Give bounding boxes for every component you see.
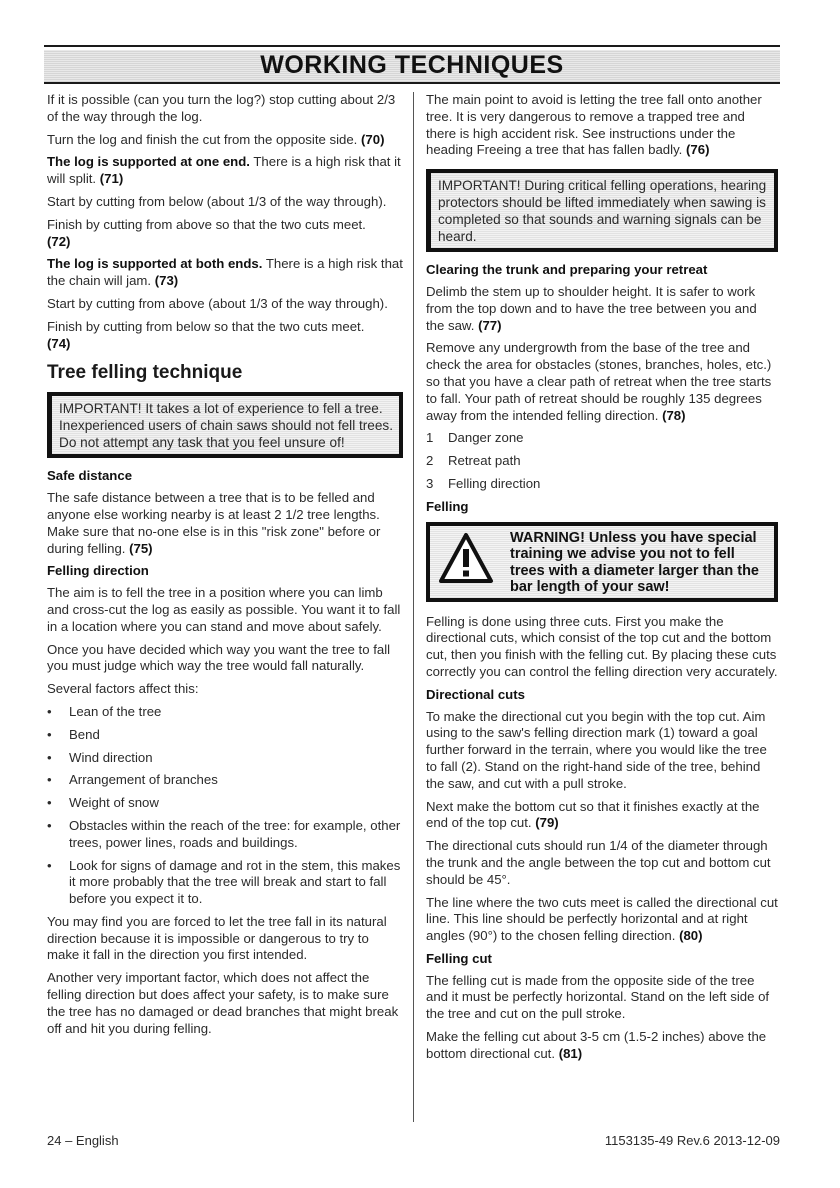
warning-box [426,522,778,602]
paragraph: Several factors affect this: [47,681,199,697]
inline-heading: The log is supported at both ends. [47,256,263,272]
figure-ref: (70) [361,131,385,147]
paragraph: The log is supported at one end. There is a high risk that it will split. (71) [47,154,401,187]
paragraph: Delimb the stem up to shoulder height. It is safer to work from the top down and to have the tree between you and the saw. (77) [426,283,757,333]
page-title: WORKING TECHNIQUES [260,51,564,79]
list-item: • Lean of the tree [47,703,162,719]
subheading-safe-distance: Safe distance [47,468,133,484]
left-column [47,92,403,1043]
list-item: 2 Retreat path [426,453,521,469]
warning-triangle-icon [438,532,494,584]
paragraph: The main point to avoid is letting the tree fall onto another tree. It is very dangerous to remove a trapped tree and there is high accident risk. See instructions under the heading Freeing a tree that has fallen badly. (76) [426,92,762,158]
paragraph: Another very important factor, which does not affect the felling direction but does affect your safety, is to make sure the tree has no damaged or dead branches that might break off and hit you during felling. [47,970,399,1036]
subheading-felling-cut: Felling cut [426,950,492,966]
figure-ref: (79) [535,815,559,831]
subheading-directional-cuts: Directional cuts [426,686,525,702]
figure-ref: (80) [679,928,703,944]
figure-ref: (75) [129,540,153,556]
figure-ref: (71) [99,171,124,187]
paragraph: If it is possible (can you turn the log?) stop cutting about 2/3 of the way through the log. [47,92,396,124]
page-number: 24 – English [47,1133,119,1148]
document-id: 1153135-49 Rev.6 2013-12-09 [604,1133,780,1148]
important-notice-text: IMPORTANT! It takes a lot of experience to fell a tree. Inexperienced users of chain saws should not fell trees. Do not attempt any task that you feel unsure of! [59,401,393,451]
paragraph: To make the directional cut you begin with the top cut. Aim using to the saw's felling direction mark (1) toward a goal further forward in the terrain, where you would like the tree to fall (2). Stand on the right-hand side of the tree, behind the saw, and cut with a pull stroke. [426,708,767,791]
zones-list [426,430,778,492]
figure-ref: (77) [478,317,502,333]
paragraph: Finish by cutting from below so that the two cuts meet. (74) [47,318,365,351]
list-item: 1 Danger zone [426,430,524,446]
header-bar [44,50,780,84]
paragraph: The safe distance between a tree that is to be felled and anyone else working nearby is at least 2 1/2 tree lengths. Make sure that no-one else is in this "risk zone" before or during felling. (75) [47,490,381,556]
important-notice-text: IMPORTANT! During critical felling operations, hearing protectors should be lifted immediately when sawing is completed so that sounds and warning signals can be heard. [438,178,767,245]
list-item: • Weight of snow [47,795,159,811]
paragraph: Finish by cutting from above so that the two cuts meet. (72) [47,216,366,249]
important-notice-box [426,169,778,252]
warning-text: WARNING! Unless you have special training we advise you not to fell trees with a diameter larger than the bar length of your saw! [510,529,759,596]
list-item: 3 Felling direction [426,475,541,491]
header-rule [44,45,780,47]
list-item: • Bend [47,726,100,742]
paragraph: The directional cuts should run 1/4 of the diameter through the trunk and the angle between the top cut and bottom cut should be 45°. [426,838,771,887]
paragraph: Remove any undergrowth from the base of the tree and check the area for obstacles (stones, branches, holes, etc.) so that you have a clear path of retreat when the tree starts to fall. Your path of retreat should be roughly 135 degrees away from the intended felling direction. (78) [426,340,772,423]
figure-ref: (78) [662,407,686,423]
paragraph: The aim is to fell the tree in a position where you can limb and cross-cut the log as easily as possible. You want it to fall in a location where you can stand and move about safely. [47,585,401,634]
paragraph: Start by cutting from above (about 1/3 of the way through). [47,295,388,311]
figure-ref: (74) [47,335,71,351]
section-title: Tree felling technique [47,362,243,384]
important-notice-box [47,392,403,458]
subheading-felling: Felling [426,498,469,514]
paragraph: Make the felling cut about 3-5 cm (1.5-2 inches) above the bottom directional cut. (81) [426,1029,767,1061]
figure-ref: (72) [47,233,71,249]
paragraph: Next make the bottom cut so that it finishes exactly at the end of the top cut. (79) [426,798,760,831]
list-item: • Arrangement of branches [47,772,218,788]
subheading-felling-direction: Felling direction [47,563,149,579]
paragraph: The felling cut is made from the opposite side of the tree and it must be perfectly horizontal. Stand on the left side of the tree and cut on the pull stroke. [426,972,770,1022]
list-item: • Look for signs of damage and rot in the stem, this makes it more probably that the tree will break and start to fall before you expect it to. [47,857,401,907]
paragraph: The line where the two cuts meet is called the directional cut line. This line should be perfectly horizontal and at right angles (90°) to the chosen felling direction. (80) [426,894,778,944]
list-item: • Wind direction [47,749,153,765]
list-item: • Obstacles within the reach of the tree: for example, other trees, power lines, roads and buildings. [47,817,401,850]
paragraph: You may find you are forced to let the tree fall in its natural direction because it is impossible or dangerous to try to make it fall in the direction you first intended. [47,913,387,963]
paragraph: Felling is done using three cuts. First you make the directional cuts, which consist of the top cut and the bottom cut, then you finish with the felling cut. By placing these cuts correctly you can control the felling direction very accurately. [426,613,778,679]
factors-list [47,704,403,908]
paragraph: The log is supported at both ends. There is a high risk that the chain will jam. (73) [47,256,403,289]
column-divider [413,92,414,1122]
inline-heading: The log is supported at one end. [47,154,250,170]
paragraph: Once you have decided which way you want the tree to fall you must judge which way the tree would fall naturally. [47,641,391,674]
paragraph: Turn the log and finish the cut from the opposite side. (70) [47,131,385,147]
figure-ref: (76) [686,142,710,158]
figure-ref: (81) [558,1045,583,1061]
subheading-clearing: Clearing the trunk and preparing your retreat [426,262,708,278]
paragraph: Start by cutting from below (about 1/3 of the way through). [47,193,387,209]
figure-ref: (73) [154,273,179,289]
right-column [426,92,778,1069]
